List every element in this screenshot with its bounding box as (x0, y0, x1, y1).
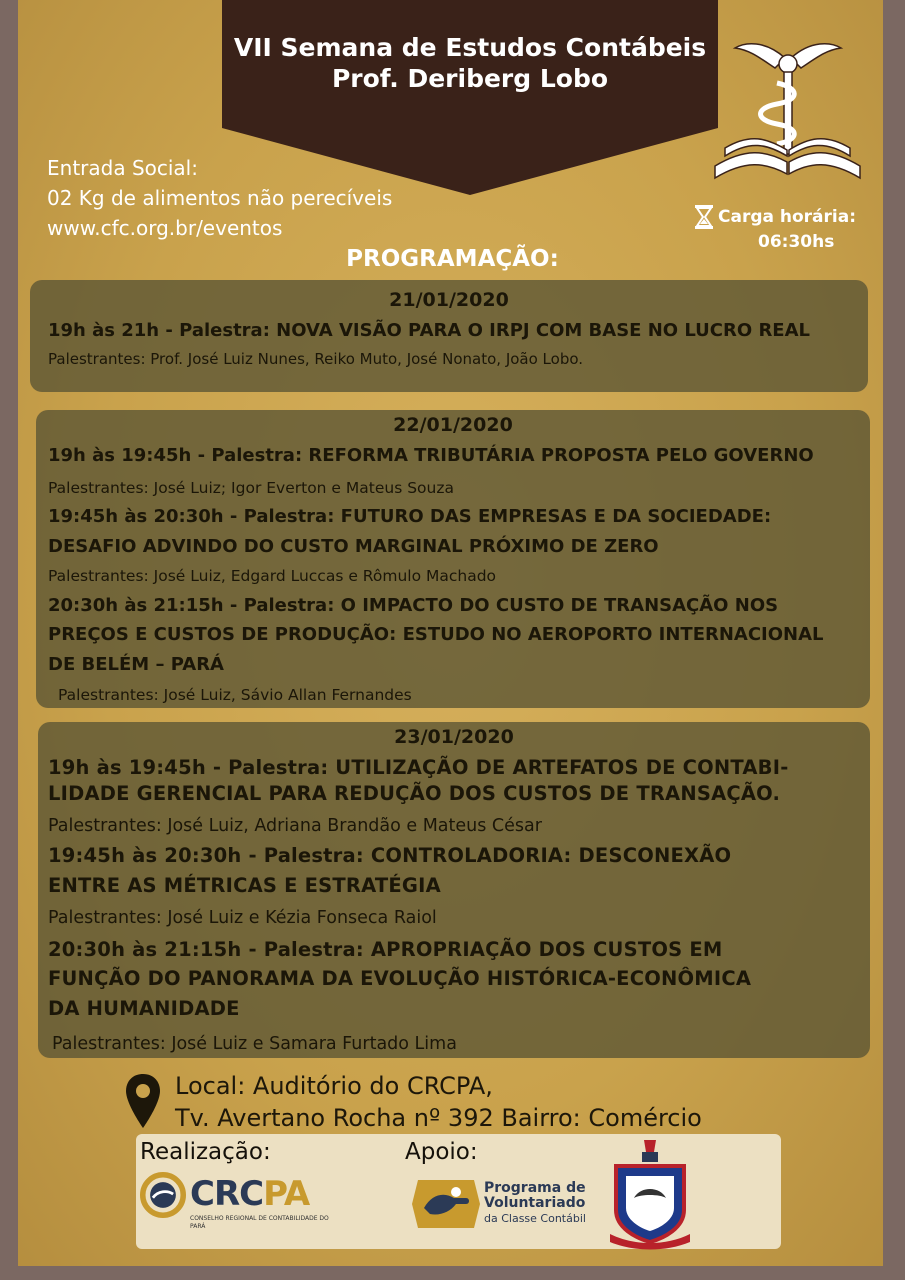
entrada-line-1: Entrada Social: (47, 156, 198, 180)
entrada-social (47, 153, 392, 243)
day-date: 21/01/2020 (389, 289, 509, 311)
talk-speakers: Palestrantes: Prof. José Luiz Nunes, Reiko Muto, José Nonato, João Lobo. (48, 350, 584, 368)
voluntariado-line-3: da Classe Contábil (484, 1212, 586, 1225)
location-line-1: Local: Auditório do CRCPA, (175, 1072, 493, 1100)
day-date: 22/01/2020 (393, 414, 513, 436)
talk-speakers: Palestrantes: José Luiz; Igor Everton e Mateus Souza (48, 479, 454, 497)
talk-line: 19h às 19:45h - Palestra: UTILIZAÇÃO DE ARTEFATOS DE CONTABI- (48, 756, 789, 779)
crcpa-logo-icon (140, 1172, 186, 1218)
talk-line: DA HUMANIDADE (48, 997, 240, 1020)
talk-line: ENTRE AS MÉTRICAS E ESTRATÉGIA (48, 874, 441, 897)
talk-speakers: Palestrantes: José Luiz, Adriana Brandão e Mateus César (48, 816, 542, 836)
talk-line: 19h às 19:45h - Palestra: REFORMA TRIBUTÁRIA PROPOSTA PELO GOVERNO (48, 445, 814, 466)
talk-line: 19:45h às 20:30h - Palestra: FUTURO DAS EMPRESAS E DA SOCIEDADE: (48, 506, 772, 527)
event-location (175, 1070, 702, 1134)
day-date: 23/01/2020 (394, 726, 514, 748)
talk-line: PREÇOS E CUSTOS DE PRODUÇÃO: ESTUDO NO AEROPORTO INTERNACIONAL (48, 624, 824, 645)
crcpa-logo-crc: CRC (190, 1174, 264, 1214)
talk-line: DE BELÉM – PARÁ (48, 654, 224, 675)
talk-line: 19:45h às 20:30h - Palestra: CONTROLADORIA: DESCONEXÃO (48, 844, 732, 867)
carga-value: 06:30hs (758, 232, 835, 252)
event-url: www.cfc.org.br/eventos (47, 216, 283, 240)
title-line-2: Prof. Deriberg Lobo (331, 64, 609, 93)
ufpa-crest-icon (604, 1138, 696, 1250)
location-line-2: Tv. Avertano Rocha nº 392 Bairro: Comércio (175, 1104, 702, 1132)
realizacao-label: Realização: (140, 1139, 271, 1165)
left-border (0, 0, 18, 1280)
talk-line: FUNÇÃO DO PANORAMA DA EVOLUÇÃO HISTÓRICA-ECONÔMICA (48, 967, 752, 990)
voluntariado-logo-text (484, 1181, 586, 1226)
voluntariado-line-1: Programa de (484, 1180, 586, 1196)
talk-line: LIDADE GERENCIAL PARA REDUÇÃO DOS CUSTOS DE TRANSAÇÃO. (48, 782, 781, 805)
apoio-label: Apoio: (405, 1139, 478, 1165)
day-box-2 (36, 410, 870, 708)
accounting-caduceus-logo-icon (705, 38, 870, 188)
talk-line: 20:30h às 21:15h - Palestra: O IMPACTO DO CUSTO DE TRANSAÇÃO NOS (48, 595, 779, 616)
entrada-line-2: 02 Kg de alimentos não perecíveis (47, 186, 393, 210)
crcpa-logo-pa: PA (263, 1174, 310, 1214)
hourglass-icon (694, 204, 714, 230)
talk-speakers: Palestrantes: José Luiz, Edgard Luccas e Rômulo Machado (48, 567, 497, 585)
right-border (883, 0, 905, 1280)
bottom-border (0, 1266, 905, 1280)
programacao-heading: PROGRAMAÇÃO: (346, 246, 559, 272)
crcpa-logo-subtitle: CONSELHO REGIONAL DE CONTABILIDADE DO PARÁ (190, 1215, 329, 1230)
talk-speakers: Palestrantes: José Luiz e Kézia Fonseca Raiol (48, 908, 437, 928)
location-pin-icon (124, 1072, 162, 1130)
talk-line: 20:30h às 21:15h - Palestra: APROPRIAÇÃO DOS CUSTOS EM (48, 938, 723, 961)
event-title (222, 32, 718, 94)
crcpa-logo-text (190, 1174, 309, 1214)
talk-line: DESAFIO ADVINDO DO CUSTO MARGINAL PRÓXIMO DE ZERO (48, 536, 659, 557)
voluntariado-line-2: Voluntariado (484, 1195, 586, 1211)
talk-speakers: Palestrantes: José Luiz, Sávio Allan Fernandes (58, 686, 412, 704)
talk-speakers: Palestrantes: José Luiz e Samara Furtado Lima (52, 1034, 457, 1054)
voluntariado-logo-icon (410, 1176, 482, 1232)
title-line-1: VII Semana de Estudos Contábeis (233, 33, 707, 62)
day-box-3 (38, 722, 870, 1058)
carga-label: Carga horária: (718, 207, 857, 227)
day-box-1 (30, 280, 868, 392)
talk-line: 19h às 21h - Palestra: NOVA VISÃO PARA O IRPJ COM BASE NO LUCRO REAL (48, 320, 810, 341)
